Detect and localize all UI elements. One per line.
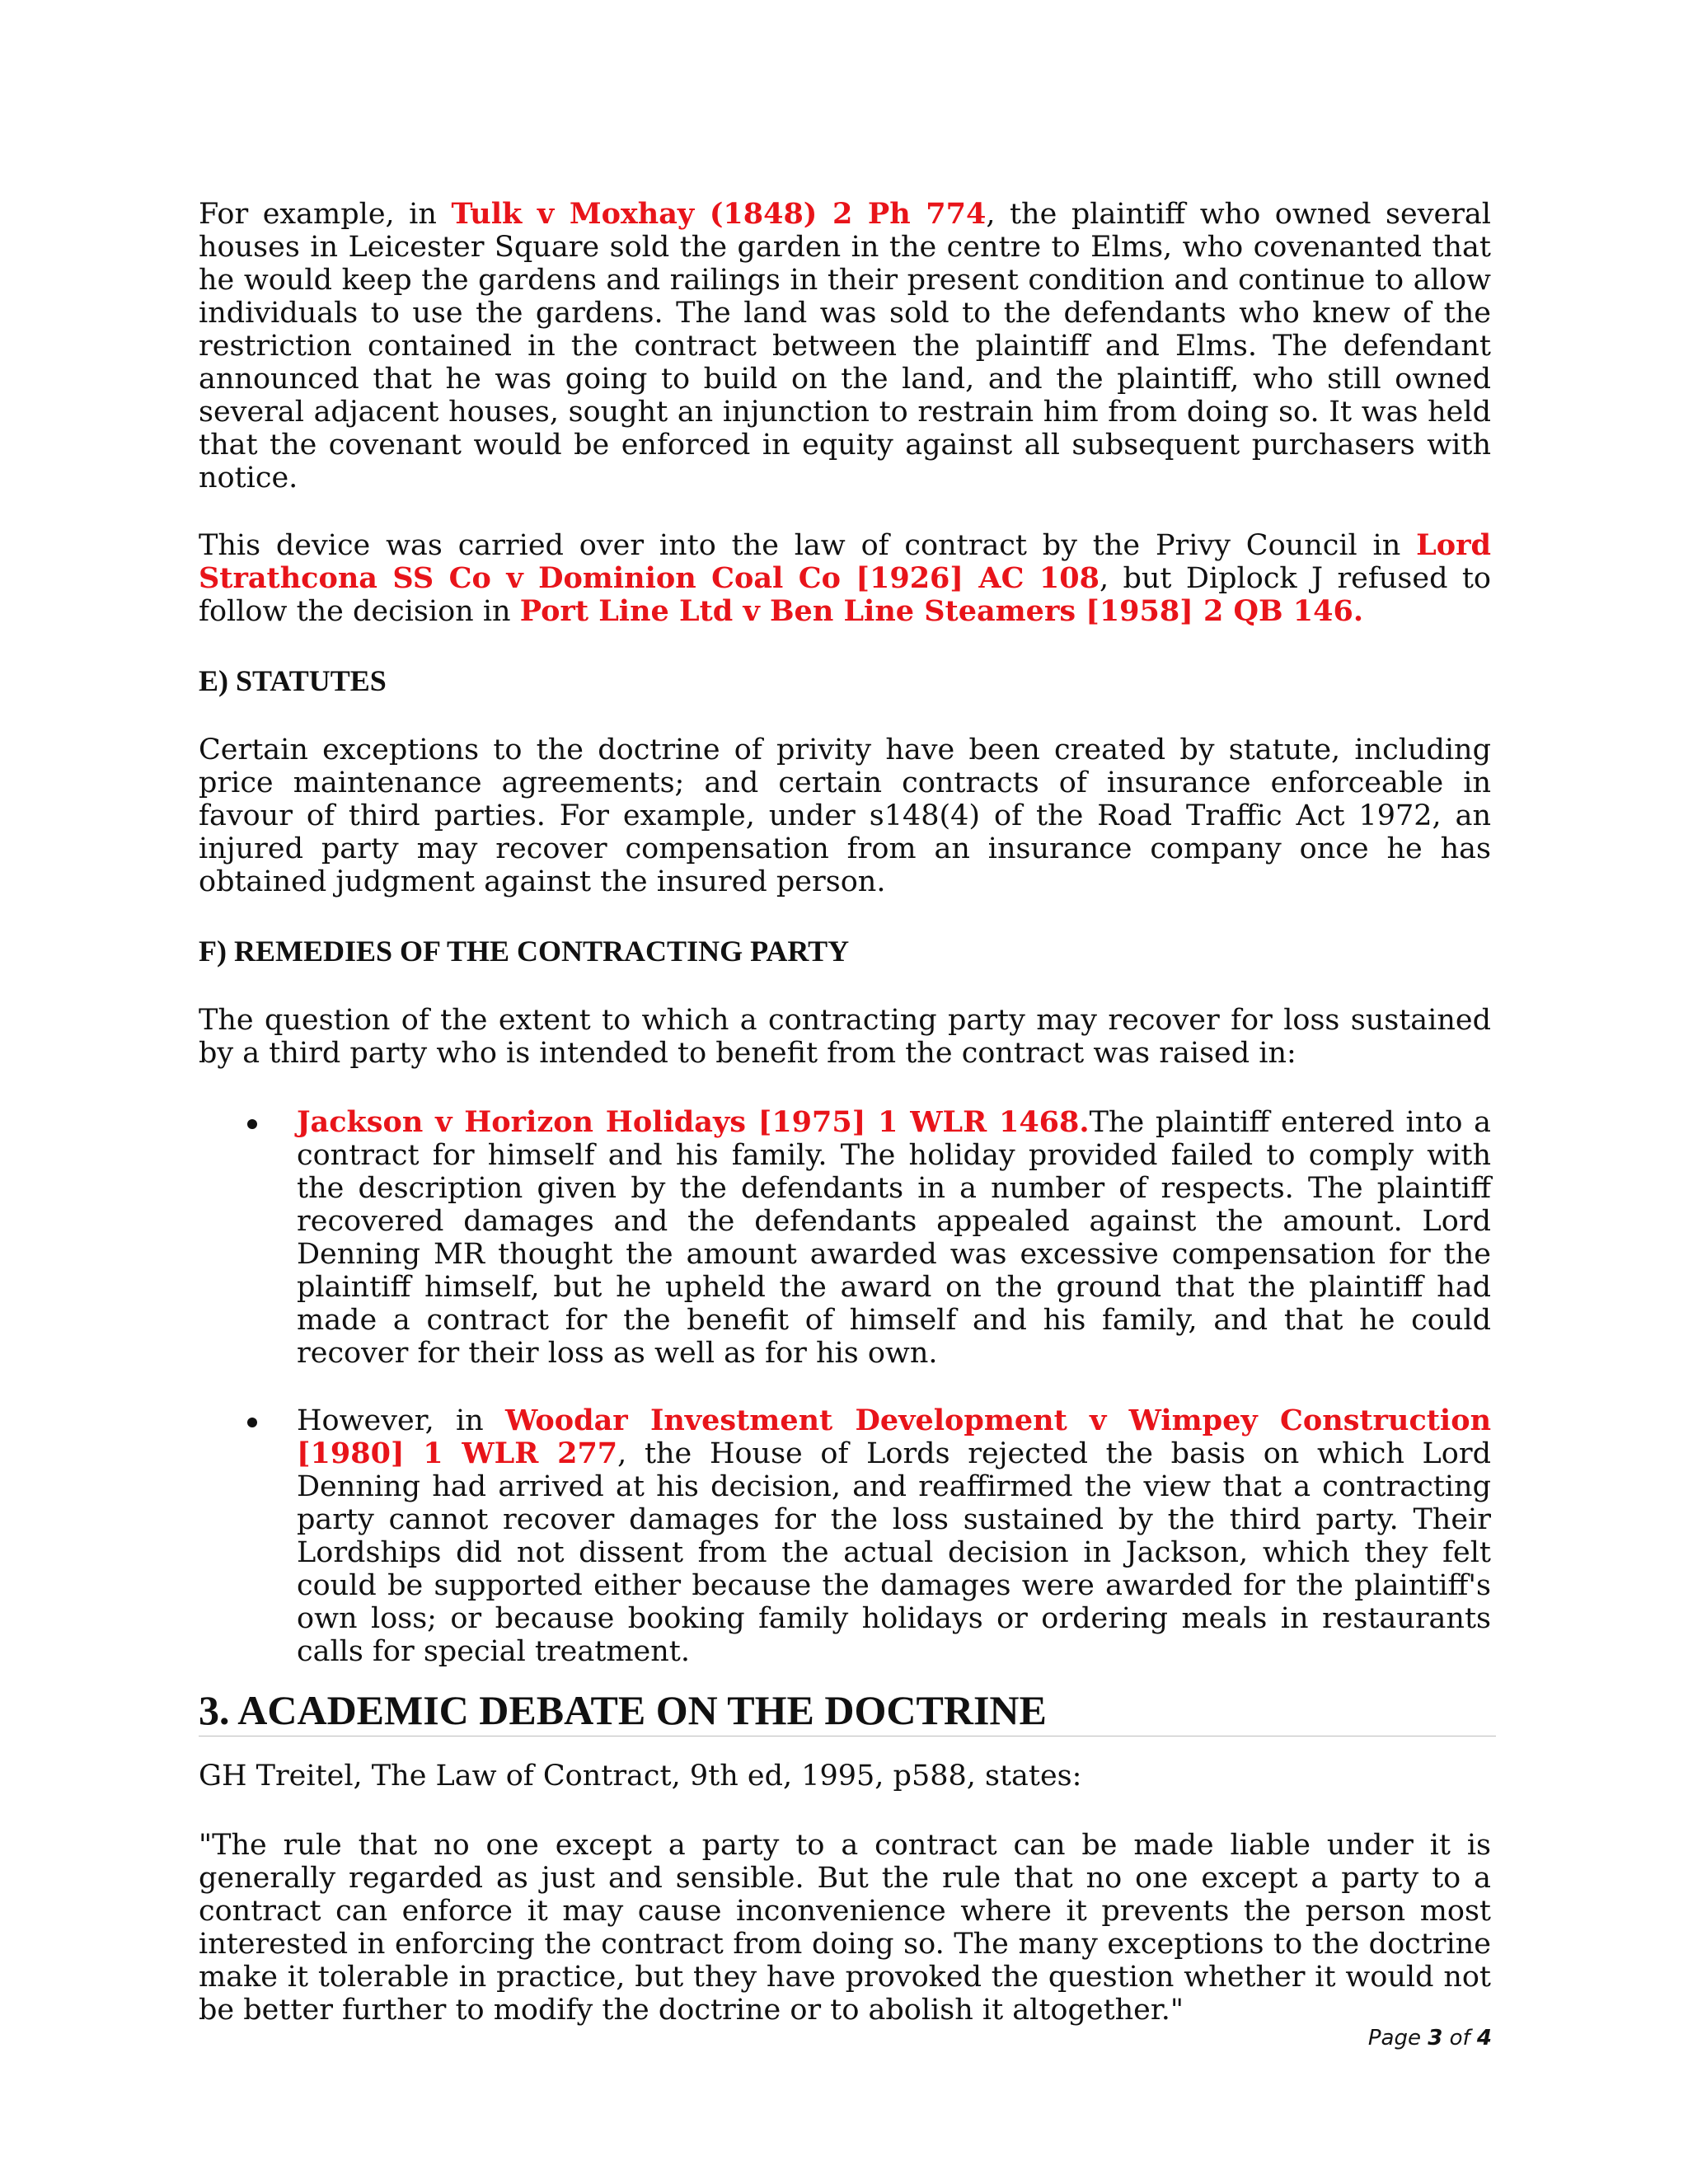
bullet-icon (247, 1119, 257, 1129)
paragraph-treitel-quote: "The rule that no one except a party to a contract can be made liable under it is generally regarded as just and sensible. But the rule that no one except a party to a contract can enforce it may cause inconvenience where it prevents the person most interested in enforcing the contract from doing so. The many exceptions to the doctrine make it tolerable in practice, but they have provoked the question whether it would not be better further to modify the doctrine or to abolish it altogether." (199, 1829, 1491, 2027)
case-citation-port-line: Port Line Ltd v Ben Line Steamers [1958] 2 QB 146. (519, 594, 1364, 628)
list-item-woodar: However, in Woodar Investment Development v Wimpey Construction [1980] 1 WLR 277, the House of Lords rejected the basis on which Lord Denning had arrived at his decision, and reaffirmed the view that a contracting party cannot recover damages for the loss sustained by the third party. Their Lordships did not dissent from the actual decision in Jackson, which they felt could be supported either because the damages were awarded for the plaintiff's own loss; or because booking family holidays or ordering meals in restaurants calls for special treatment. (199, 1404, 1491, 1668)
heading-remedies: F) REMEDIES OF THE CONTRACTING PARTY (199, 935, 850, 968)
case-citation-tulk-v-moxhay: Tulk v Moxhay (1848) 2 Ph 774 (451, 197, 987, 231)
paragraph-tulk-v-moxhay: For example, in Tulk v Moxhay (1848) 2 Ph 774, the plaintiff who owned several houses in Leicester Square sold the garden in the centre to Elms, who covenanted that he would keep the gardens and railings in their present condition and continue to allow individuals to use the gardens. The land was sold to the defendants who knew of the restriction contained in the contract between the plaintiff and Elms. The defendant announced that he was going to build on the land, and the plaintiff, who still owned several adjacent houses, sought an injunction to restrain him from doing so. It was held that the covenant would be enforced in equity against all subsequent purchasers with notice. (199, 197, 1491, 494)
paragraph-treitel-citation: GH Treitel, The Law of Contract, 9th ed, 1995, p588, states: (199, 1760, 1082, 1793)
bullet-icon (247, 1418, 257, 1427)
paragraph-privy-council: This device was carried over into the law of contract by the Privy Council in Lord Strathcona SS Co v Dominion Coal Co [1926] AC 108, but Diplock J refused to follow the decision in Port Line Ltd v Ben Line Steamers [1958] 2 QB 146. (199, 528, 1492, 628)
case-citation-lord-strathcona: Lord Strathcona SS Co v Dominion Coal Co [1926] AC 108 (199, 528, 1491, 595)
paragraph-statutes: Certain exceptions to the doctrine of privity have been created by statute, including price maintenance agreements; and certain contracts of insurance enforceable in favour of third parties. For example, under s148(4) of the Road Traffic Act 1972, an injured party may recover compensation from an insurance company once he has obtained judgment against the insured person. (199, 733, 1491, 898)
case-citation-jackson: Jackson v Horizon Holidays [1975] 1 WLR 1468. (297, 1105, 1090, 1139)
heading-academic-debate: 3. ACADEMIC DEBATE ON THE DOCTRINE (199, 1686, 1496, 1736)
document-page (199, 198, 1491, 2027)
paragraph-remedies-intro: The question of the extent to which a contracting party may recover for loss sustained by a third party who is intended to benefit from the contract was raised in: (199, 1004, 1491, 1070)
page-number-footer: Page 3 of 4 (1367, 2026, 1492, 2050)
case-bullet-list (199, 1106, 1491, 1668)
list-item-jackson: Jackson v Horizon Holidays [1975] 1 WLR 1468.The plaintiff entered into a contract for himself and his family. The holiday provided failed to comply with the description given by the defendants in a number of respects. The plaintiff recovered damages and the defendants appealed against the amount. Lord Denning MR thought the amount awarded was excessive compensation for the plaintiff himself, but he upheld the award on the ground that the plaintiff had made a contract for the benefit of himself and his family, and that he could recover for their loss as well as for his own. (199, 1106, 1491, 1370)
case-citation-woodar: Woodar Investment Development v Wimpey Construction [1980] 1 WLR 277 (297, 1404, 1492, 1470)
heading-statutes: E) STATUTES (199, 664, 387, 697)
